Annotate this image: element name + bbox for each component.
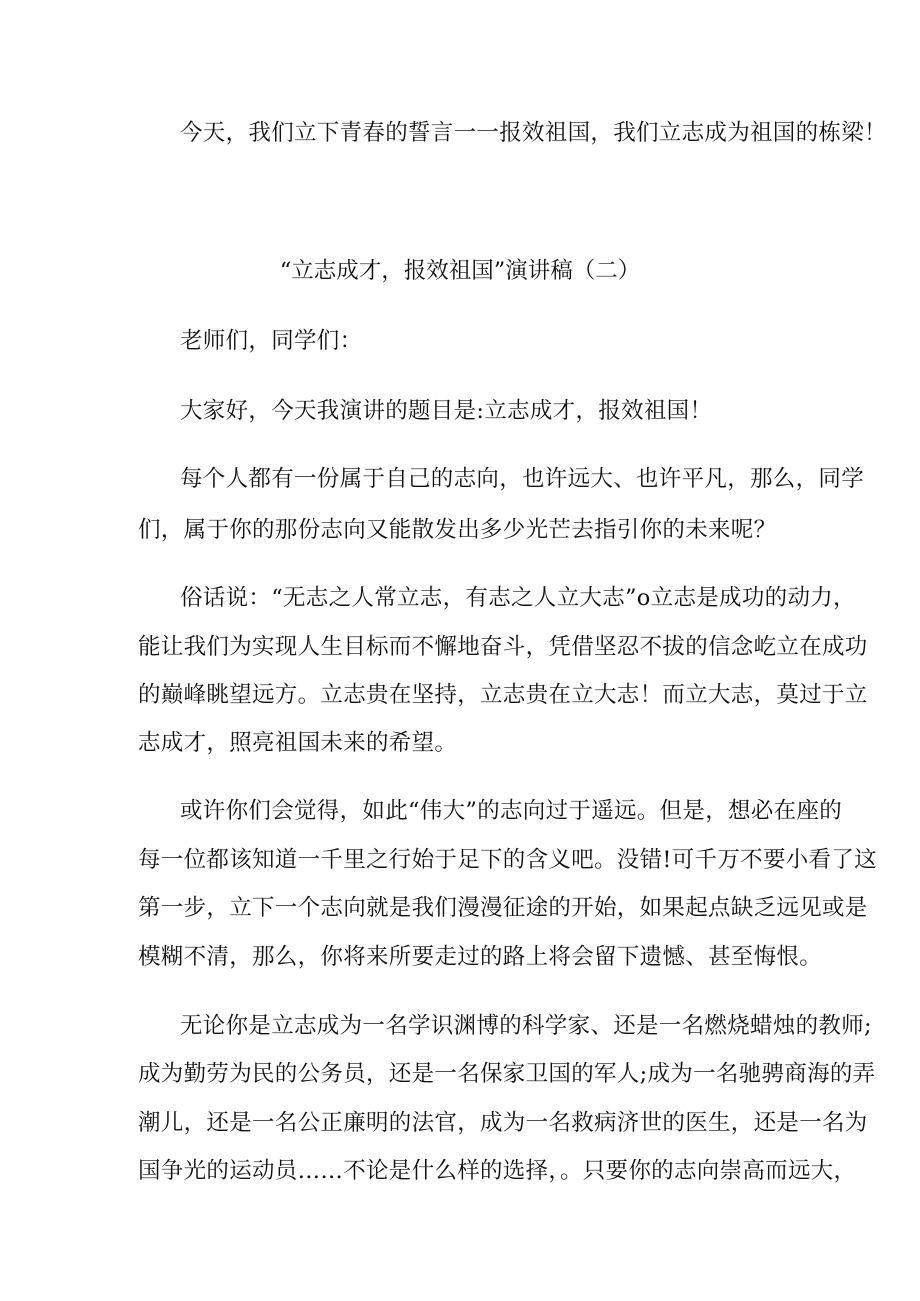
paragraph-5-line-3: 潮儿，还是一名公正廉明的法官，成为一名救病济世的医生，还是一名为: [138, 1110, 868, 1136]
paragraph-3-line-1: 俗话说：“无志之人常立志，有志之人立大志”o立志是成功的动力，: [180, 585, 856, 611]
paragraph-5-line-1: 无论你是立志成为一名学识渊博的科学家、还是一名燃烧蜡烛的教师;: [180, 1013, 872, 1039]
paragraph-5-line-4: 国争光的运动员……不论是什么样的选择，。只要你的志向崇高而远大，: [138, 1158, 857, 1184]
paragraph-1-line-1: 大家好，今天我演讲的题目是:立志成才，报效祖国！: [180, 398, 713, 424]
paragraph-5-line-2: 成为勤劳为民的公务员，还是一名保家卫国的军人;成为一名驰骋商海的弄: [138, 1061, 876, 1087]
opening-line: 今天，我们立下青春的誓言一一报效祖国，我们立志成为祖国的栋梁！: [180, 120, 887, 146]
paragraph-3-line-3: 的巅峰眺望远方。立志贵在坚持，立志贵在立大志！而立大志，莫过于立: [138, 682, 868, 708]
paragraph-4-line-3: 第一步，立下一个志向就是我们漫漫征途的开始，如果起点缺乏远见或是: [138, 895, 868, 921]
paragraph-3-line-2: 能让我们为实现人生目标而不懈地奋斗，凭借坚忍不拔的信念屹立在成功: [138, 634, 868, 660]
paragraph-4-line-2: 每一位都该知道一千里之行始于足下的含义吧。没错!可千万不要小看了这: [138, 847, 877, 873]
paragraph-2-line-1: 每个人都有一份属于自己的志向，也许远大、也许平凡，那么，同学: [180, 466, 865, 492]
salutation: 老师们，同学们：: [180, 328, 363, 354]
paragraph-4-line-1: 或许你们会觉得，如此“伟大”的志向过于遥远。但是，想必在座的: [180, 798, 843, 824]
paragraph-3-line-4: 志成才，照亮祖国未来的希望。: [138, 730, 458, 756]
paragraph-2-line-2: 们，属于你的那份志向又能散发出多少光芒去指引你的未来呢？: [138, 517, 777, 543]
paragraph-4-line-4: 模糊不清，那么，你将来所要走过的路上将会留下遗憾、甚至悔恨。: [138, 944, 823, 970]
speech-title: “立志成才，报效祖国”演讲稿（二）: [279, 258, 641, 284]
